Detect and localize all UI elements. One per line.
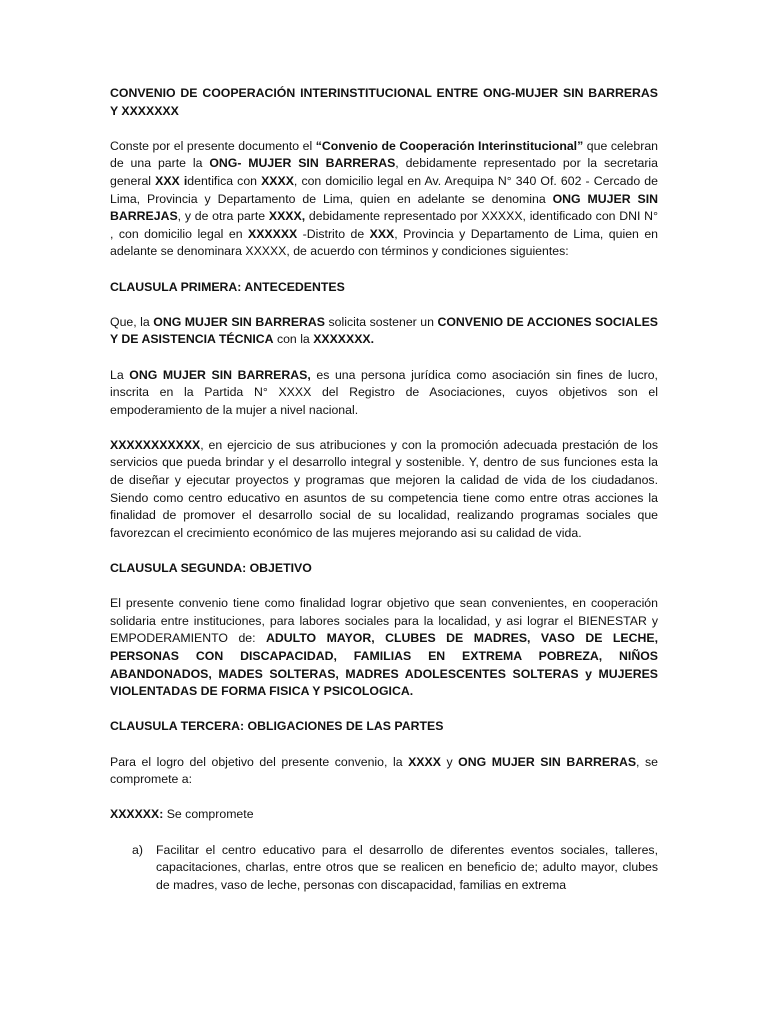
bold-text-run: XXXXXXXXXXX xyxy=(110,437,201,452)
bold-text-run: CONVENIO DE ACCIONES SOCIALES Y DE ASISTENCIA TÉCNICA xyxy=(110,314,658,347)
text-run: Conste por el presente documento el xyxy=(110,138,316,153)
bold-text-run: XXXXXX xyxy=(248,226,298,241)
bold-text-run: “Convenio de Cooperación Interinstitucional” xyxy=(315,138,584,153)
bold-text-run: XXX i xyxy=(155,173,188,188)
text-run: dentifica con xyxy=(187,173,262,188)
bold-text-run: ONG MUJER SIN BARREJAS xyxy=(110,191,658,224)
text-run: Que, la xyxy=(110,314,154,329)
text-run: , con domicilio legal en Av. Arequipa N° 340 Of. 602 - Cercado de Lima, Provincia y Departamento de Lima, quien en adelante se denomina xyxy=(110,173,658,206)
bold-text-run: XXXX xyxy=(408,754,441,769)
text-run: Para el logro del objetivo del presente convenio, la xyxy=(110,754,409,769)
text-run: -Distrito de xyxy=(297,226,370,241)
bold-text-run: ONG MUJER SIN BARRERAS xyxy=(458,754,637,769)
clause-1-paragraph-1 xyxy=(110,314,658,349)
intro-paragraph xyxy=(110,138,658,261)
text-run: La xyxy=(110,367,130,382)
text-run: es una persona jurídica como asociación sin fines de lucro, inscrita en la Partida N° XXXX del Registro de Asociaciones, cuyos objetivos son el empoderamiento de la mujer a nivel nacional. xyxy=(110,367,658,417)
obligations-list xyxy=(110,842,658,895)
text-run: y xyxy=(440,754,459,769)
text-run: solicita sostener un xyxy=(325,314,438,329)
clause-3-paragraph-1 xyxy=(110,754,658,789)
list-marker: a) xyxy=(132,842,143,857)
bold-text-run: XXXXXXX. xyxy=(313,332,375,347)
text-run: , y de otra parte xyxy=(177,209,269,224)
text-run: , en ejercicio de sus atribuciones y con la promoción adecuada prestación de los servicios que pueda brindar y el desarrollo integral y sostenible. Y, dentro de sus funciones esta la de diseñar y ejecutar proyectos y programas que mejoren la calidad de vida de los ciudadanos. Siendo como centro educativo en asuntos de su competencia tiene como entre otras acciones la finalidad de promover el desarrollo social de su localidad, realizando programas sociales que favorezcan el crecimiento económico de las mujeres mejorando asi su calidad de vida. xyxy=(110,437,658,540)
document-title: CONVENIO DE COOPERACIÓN INTERINSTITUCIONAL ENTRE ONG-MUJER SIN BARRERAS Y XXXXXXX xyxy=(110,86,658,118)
bold-text-run: XXX xyxy=(369,226,395,241)
clause-1-paragraph-2 xyxy=(110,367,658,420)
text-run: , se compromete a: xyxy=(110,754,658,787)
bold-text-run: ONG MUJER SIN BARRERAS xyxy=(153,314,326,329)
text-run: debidamente representado por XXXXX, identificado con DNI N° , con domicilio legal en xyxy=(110,209,658,241)
clause-3-heading: CLAUSULA TERCERA: OBLIGACIONES DE LAS PARTES xyxy=(110,719,444,734)
bold-text-run: ONG MUJER SIN BARRERAS, xyxy=(129,367,311,382)
text-run: que celebran de una parte la xyxy=(110,138,658,171)
list-item xyxy=(110,842,658,895)
bold-text-run: ADULTO MAYOR, CLUBES DE MADRES, VASO DE LECHE, PERSONAS CON DISCAPACIDAD, FAMILIAS EN EXTREMA POBREZA, NIÑOS ABANDONADOS, MADES SOLTERAS, MADRES ADOLESCENTES SOLTERAS y MUJERES VIOLENTADAS DE FORMA FISICA Y PSICOLOGICA. xyxy=(110,631,658,699)
clause-2-paragraph-1 xyxy=(110,595,658,701)
text-run: con la xyxy=(273,332,314,347)
clause-1-paragraph-3 xyxy=(110,437,658,543)
clause-1-heading: CLAUSULA PRIMERA: ANTECEDENTES xyxy=(110,279,345,294)
text-run: Se compromete xyxy=(163,807,254,822)
bold-text-run: XXXX xyxy=(261,173,294,188)
text-run: , debidamente representado por la secretaria general xyxy=(110,156,658,188)
clause-2-heading: CLAUSULA SEGUNDA: OBJETIVO xyxy=(110,561,312,576)
text-run: , Provincia y Departamento de Lima, quien en adelante se denominara XXXXX, de acuerdo con términos y condiciones siguientes: xyxy=(110,226,658,259)
text-run: El presente convenio tiene como finalidad lograr objetivo que sean convenientes, en cooperación solidaria entre instituciones, para labores sociales para la localidad, y asi lograr el BIENESTAR y EMPODERAMIENTO de: xyxy=(110,596,658,646)
bold-text-run: XXXX, xyxy=(268,209,306,224)
bold-text-run: XXXXXX: xyxy=(110,807,164,822)
clause-3-paragraph-2 xyxy=(110,806,658,824)
list-item-text: Facilitar el centro educativo para el desarrollo de diferentes eventos sociales, talleres, capacitaciones, charlas, entre otros que se realicen en beneficio de; adulto mayor, clubes de madres, vaso de leche, personas con discapacidad, familias en extrema xyxy=(156,842,658,892)
bold-text-run: ONG- MUJER SIN BARRERAS xyxy=(209,156,396,171)
